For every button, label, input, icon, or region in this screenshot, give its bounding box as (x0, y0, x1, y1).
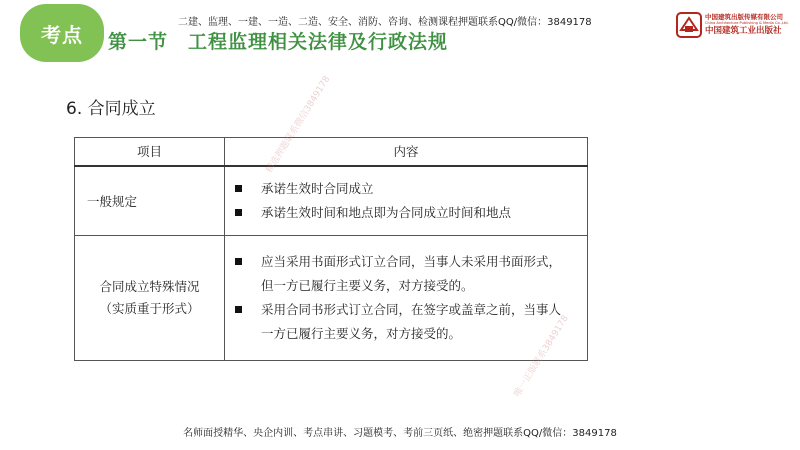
publisher-emblem-icon (676, 12, 702, 38)
list-item: 采用合同书形式订立合同，在签字或盖章之前，当事人一方已履行主要义务，对方接受的。 (233, 298, 573, 346)
list-item: 应当采用书面形式订立合同，当事人未采用书面形式，但一方已履行主要义务，对方接受的。 (233, 250, 573, 298)
contract-formation-table (74, 137, 588, 361)
item-label: 合同成立特殊情况 (99, 279, 200, 294)
publisher-name-calligraphy: 中国建筑工业出版社 (705, 26, 782, 37)
table-header-item: 项目 (75, 138, 225, 166)
table-cell-item (75, 236, 225, 361)
topic-badge (20, 4, 104, 62)
square-bullet-icon (235, 306, 242, 313)
table-row (75, 236, 588, 361)
table-header-content: 内容 (225, 138, 588, 166)
footer-promo-text: 名师面授精华、央企内训、考点串讲、习题模考、考前三页纸、绝密押题联系QQ/微信：3849178 (183, 428, 617, 439)
publisher-name-cn: 中国建筑出版传媒有限公司 (705, 13, 783, 22)
topic-badge-label: 考点 (41, 22, 83, 47)
table-header-row (75, 138, 588, 166)
item-sublabel: （实质重于形式） (99, 301, 200, 316)
topic-subheading: 6. 合同成立 (66, 99, 156, 119)
square-bullet-icon (235, 258, 242, 265)
list-item: 承诺生效时间和地点即为合同成立时间和地点 (233, 201, 573, 225)
list-item: 承诺生效时合同成立 (233, 177, 573, 201)
table-cell-content (225, 236, 588, 361)
item-label: 一般规定 (87, 193, 138, 209)
table-cell-content (225, 166, 588, 236)
square-bullet-icon (235, 185, 242, 192)
publisher-name-en: China Architecture Publishing & Media Co.,Ltd. (705, 20, 789, 25)
section-title: 第一节 工程监理相关法律及行政法规 (108, 31, 449, 53)
square-bullet-icon (235, 209, 242, 216)
publisher-logo (676, 8, 794, 42)
table-cell-item (75, 166, 225, 236)
watermark-text: 精选押题联系微信3849178 (264, 74, 333, 175)
header-promo-text: 二建、监理、一建、一造、二造、安全、消防、咨询、检测课程押题联系QQ/微信：3849178 (178, 17, 592, 28)
table-row (75, 166, 588, 236)
watermark-text: 唯一正版联系3849178 (512, 313, 571, 399)
